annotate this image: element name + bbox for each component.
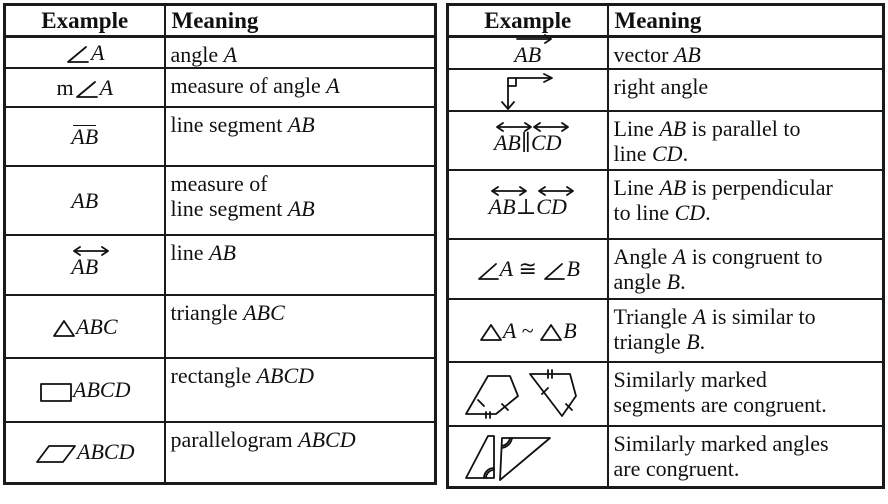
example-cell: [448, 111, 608, 170]
meaning-line: [171, 427, 431, 452]
relation-operator: ∥: [520, 129, 531, 155]
meaning-text: is parallel to: [686, 116, 801, 141]
meaning-text: Line: [613, 116, 660, 141]
meaning-cell: [165, 37, 436, 69]
meaning-text: A: [672, 244, 687, 269]
meaning-text: AB: [659, 116, 687, 141]
double-arrow-icon: [536, 186, 576, 196]
overline-symbol: [489, 190, 516, 220]
symbol-label: A: [499, 256, 514, 281]
example-cell: [5, 422, 165, 483]
rectangle-icon: [39, 381, 73, 403]
overline-symbol: [536, 190, 567, 220]
meaning-text: AB: [287, 196, 315, 221]
meaning-text: is similar to: [706, 304, 816, 329]
double-arrow-icon: [71, 246, 111, 256]
double-arrow-icon: [531, 122, 571, 132]
example-cell: [448, 170, 608, 239]
meaning-cell: [608, 426, 884, 487]
marked-segments-icon: [458, 366, 598, 422]
triangle-icon: [539, 322, 563, 342]
example-cell: [5, 166, 165, 235]
meaning-line: [171, 171, 431, 196]
notation-table-left: [3, 3, 437, 485]
meaning-line: [614, 329, 879, 354]
meaning-header: Meaning: [165, 5, 436, 37]
meaning-text: parallelogram: [170, 427, 299, 452]
table-row: [448, 69, 884, 111]
meaning-text: line segment: [170, 196, 288, 221]
table-row: [5, 235, 436, 295]
example-cell: [448, 299, 608, 362]
meaning-text: Similarly marked: [613, 367, 767, 392]
meaning-line: [614, 141, 879, 166]
double-arrow-icon: [494, 122, 534, 132]
symbol-label: AB: [488, 193, 516, 219]
meaning-text: .: [682, 141, 689, 166]
overline-symbol: [494, 126, 521, 156]
measure-prefix: m: [56, 74, 74, 100]
meaning-line: [171, 112, 431, 137]
example-header: Example: [5, 5, 165, 37]
meaning-line: [614, 175, 879, 200]
angle-icon: [74, 79, 100, 99]
angle-icon: [542, 261, 566, 281]
meaning-text: segments are congruent.: [613, 392, 827, 417]
overline-symbol: [531, 126, 562, 156]
meaning-line: [614, 392, 879, 417]
meaning-text: ABCD: [256, 363, 315, 388]
meaning-line: [614, 200, 879, 225]
marked-angles-icon: [458, 428, 598, 484]
meaning-text: .: [680, 269, 686, 294]
meaning-line: [614, 116, 879, 141]
example-cell: [448, 362, 608, 426]
meaning-text: A: [223, 42, 238, 67]
meaning-text: rectangle: [170, 363, 257, 388]
meaning-cell: [608, 111, 884, 170]
example-cell: [5, 295, 165, 358]
meaning-text: angle: [170, 42, 224, 67]
meaning-text: right angle: [613, 74, 709, 99]
meaning-line: [171, 196, 431, 221]
table-row: [5, 68, 436, 107]
meaning-text: CD: [674, 200, 706, 225]
meaning-line: [614, 431, 879, 456]
relation-operator: ⊥: [515, 193, 537, 219]
table-row: [5, 37, 436, 69]
table-row: [448, 239, 884, 299]
meaning-text: is perpendicular: [686, 175, 833, 200]
meaning-line: [614, 244, 879, 269]
meaning-text: to line: [613, 200, 675, 225]
table-row: [5, 358, 436, 422]
table-row: [448, 170, 884, 239]
example-cell: [5, 358, 165, 422]
symbol-label: AB: [71, 187, 99, 213]
example-cell: [448, 69, 608, 111]
right-angle-icon: [498, 70, 558, 110]
symbol-label: A: [99, 74, 114, 100]
meaning-text: A: [326, 73, 340, 98]
meaning-cell: [165, 295, 436, 358]
meaning-line: [614, 74, 879, 99]
meaning-text: triangle: [613, 329, 687, 354]
example-cell: [5, 37, 165, 69]
meaning-line: [614, 304, 879, 329]
meaning-line: [614, 456, 879, 481]
table-row: [5, 107, 436, 166]
meaning-cell: [165, 235, 436, 295]
relation-operator: ≅: [513, 256, 543, 281]
meaning-text: .: [699, 329, 706, 354]
meaning-line: [614, 367, 879, 392]
symbol-label: A: [502, 317, 517, 343]
meaning-text: line: [170, 240, 209, 265]
meaning-text: Triangle: [613, 304, 693, 329]
meaning-cell: [608, 170, 884, 239]
meaning-cell: [165, 107, 436, 166]
meaning-text: .: [705, 200, 711, 225]
meaning-text: triangle: [170, 300, 244, 325]
table-row: [448, 37, 884, 70]
symbol-label: ABCD: [73, 377, 131, 402]
meaning-text: ABC: [243, 300, 285, 325]
meaning-cell: [608, 37, 884, 70]
meaning-text: CD: [652, 141, 683, 166]
table-row: [448, 299, 884, 362]
meaning-text: AB: [673, 42, 701, 67]
meaning-cell: [165, 166, 436, 235]
meaning-text: A: [692, 304, 707, 329]
meaning-text: line segment: [170, 112, 288, 137]
meaning-text: measure of angle: [170, 73, 327, 98]
meaning-text: vector: [613, 42, 674, 67]
notation-table-right: [446, 3, 885, 489]
meaning-cell: [608, 239, 884, 299]
meaning-text: are congruent.: [613, 456, 740, 481]
symbol-label: CD: [531, 129, 562, 155]
meaning-text: Line: [613, 175, 660, 200]
vector-arrow-icon: [514, 34, 554, 44]
meaning-line: [171, 42, 431, 67]
meaning-text: B: [666, 269, 681, 294]
meaning-line: [171, 240, 431, 265]
meaning-text: angle: [613, 269, 667, 294]
symbol-label: A: [91, 39, 105, 65]
meaning-text: AB: [287, 112, 315, 137]
triangle-icon: [479, 322, 503, 342]
table-row: [448, 426, 884, 487]
angle-icon: [476, 261, 500, 281]
symbol-label: AB: [71, 254, 99, 279]
table-row: [448, 362, 884, 426]
example-cell: [5, 235, 165, 295]
meaning-text: ABCD: [298, 427, 356, 452]
overline-symbol: [514, 38, 541, 68]
meaning-line: [614, 42, 879, 67]
symbol-label: B: [566, 256, 580, 281]
meaning-text: B: [686, 329, 700, 354]
segment-symbol: AB: [71, 123, 99, 149]
triangle-icon: [52, 318, 76, 338]
meaning-text: Angle: [613, 244, 673, 269]
symbol-label: AB: [514, 42, 542, 67]
example-header: Example: [448, 5, 608, 37]
meaning-text: measure of: [170, 171, 268, 196]
meaning-text: line: [613, 141, 652, 166]
meaning-cell: [165, 358, 436, 422]
symbol-label: ABC: [75, 313, 118, 339]
meaning-header: Meaning: [608, 5, 884, 37]
double-arrow-icon: [489, 186, 529, 196]
meaning-cell: [165, 68, 436, 107]
overline-symbol: [71, 250, 98, 280]
example-cell: [448, 426, 608, 487]
relation-operator: ~: [516, 317, 540, 343]
table-row: [5, 422, 436, 483]
table-row: [5, 166, 436, 235]
meaning-text: Similarly marked angles: [613, 431, 829, 456]
example-cell: [5, 68, 165, 107]
meaning-line: [614, 269, 879, 294]
symbol-label: ABCD: [77, 439, 135, 465]
symbol-label: AB: [493, 129, 521, 155]
symbol-label: B: [563, 317, 577, 343]
meaning-line: [171, 300, 431, 325]
table-row: [448, 111, 884, 170]
example-cell: [448, 37, 608, 70]
meaning-cell: [165, 422, 436, 483]
meaning-cell: [608, 362, 884, 426]
meaning-cell: [608, 299, 884, 362]
angle-icon: [65, 44, 91, 64]
meaning-line: [171, 363, 431, 388]
example-cell: [448, 239, 608, 299]
meaning-text: is congruent to: [686, 244, 823, 269]
meaning-cell: [608, 69, 884, 111]
meaning-text: AB: [209, 240, 236, 265]
example-cell: [5, 107, 165, 166]
symbol-label: CD: [536, 193, 567, 219]
table-row: [5, 295, 436, 358]
meaning-line: [171, 73, 431, 98]
meaning-text: AB: [659, 175, 687, 200]
parallelogram-icon: [35, 443, 77, 465]
header-row: [5, 5, 436, 37]
header-row: [448, 5, 884, 37]
